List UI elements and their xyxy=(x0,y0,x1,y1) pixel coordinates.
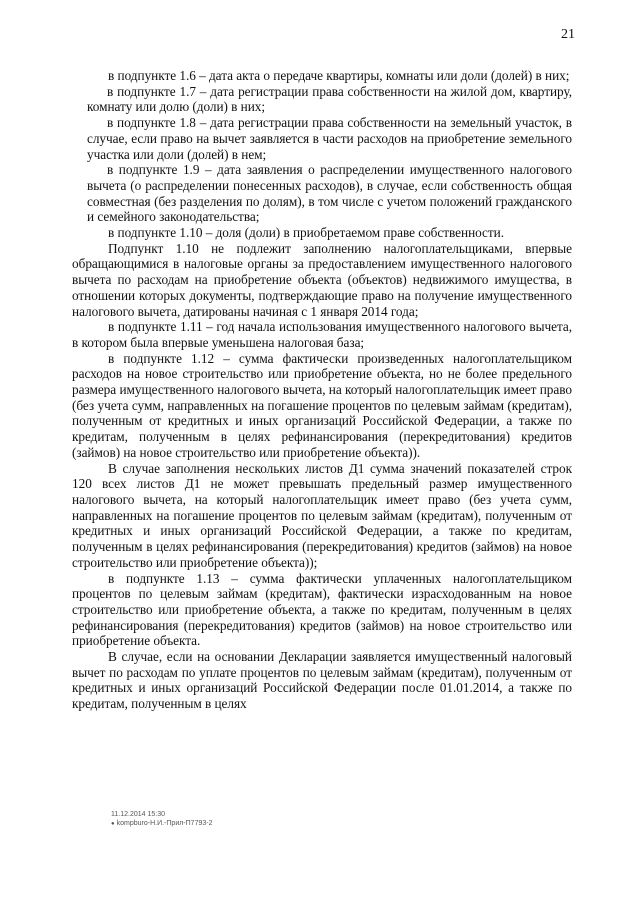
paragraph-subpoint-1-13: в подпункте 1.13 – сумма фактически уплаченных налогоплательщиком процентов по целевым займам (кредитам), фактически израсходованным на новое строительство или приобретение объекта, а также по кредитам, полученным в целях рефинансирования (перекредитования) кредитов (займов) на новое строительство или приобретение объекта. xyxy=(72,570,572,649)
paragraph-subpoint-1-12: в подпункте 1.12 – сумма фактически произведенных налогоплательщиком расходов на новое строительство или приобретение объекта, но не более предельного размера имущественного налогового вычета, на который налогоплательщик имеет право (без учета сумм, направленных на погашение процентов по целевым займам (кредитам), полученным от кредитных и иных организаций Российской Федерации, а также по кредитам, полученным в целях рефинансирования (перекредитования) кредитов (займов) на новое строительство или приобретение объекта)). xyxy=(72,350,572,460)
paragraph-subpoint-1-7: в подпункте 1.7 – дата регистрации права собственности на жилой дом, квартиру, комнату или долю (доли) в них; xyxy=(87,83,572,115)
document-body xyxy=(72,68,572,712)
footer-file-line xyxy=(111,819,212,829)
page-number: 21 xyxy=(561,27,575,42)
paragraph-subpoint-1-10: в подпункте 1.10 – доля (доли) в приобретаемом праве собственности. xyxy=(108,225,505,241)
paragraph-multiple-sheets-note: В случае заполнения нескольких листов Д1 сумма значений показателей строк 120 всех листов Д1 не может превышать предельный размер имущественного налогового вычета, на который налогоплательщик имеет право (без учета сумм, направленных на погашение процентов по целевым займам (кредитам), полученным от кредитных и иных организаций Российской Федерации, а также по кредитам, полученным в целях рефинансирования (перекредитования) кредитов (займов) на новое строительство или приобретение объекта)); xyxy=(72,460,572,570)
footer-file: kompburo-Н.И.-Прил-П7793-2 xyxy=(116,820,213,827)
print-footer xyxy=(111,810,212,829)
paragraph-subpoint-1-10-note: Подпункт 1.10 не подлежит заполнению налогоплательщиками, впервые обращающимися в налоговые органы за предоставлением имущественного налогового вычета по расходам на приобретение объекта (объектов) недвижимого имущества, в отношении которых документы, подтверждающие право на получение имущественного налогового вычета, датированы начиная с 1 января 2014 года; xyxy=(72,240,572,319)
paragraph-subpoint-1-9: в подпункте 1.9 – дата заявления о распределении имущественного налогового вычета (о распределении понесенных расходов), в случае, если собственность общая совместная (без разделения по долям), в том числе с учетом положений гражданского и семейного законодательства; xyxy=(87,162,572,225)
footer-timestamp: 11.12.2014 15:30 xyxy=(111,811,165,818)
paragraph-declaration-interest-note: В случае, если на основании Декларации заявляется имущественный налоговый вычет по расходам по уплате процентов по целевым займам (кредитам), полученным от кредитных и иных организаций Российской Федерации после 01.01.2014, а также по кредитам, полученным в целях xyxy=(72,649,572,712)
paragraph-subpoint-1-6: в подпункте 1.6 – дата акта о передаче квартиры, комнаты или доли (долей) в них; xyxy=(108,68,570,83)
paragraph-subpoint-1-8: в подпункте 1.8 – дата регистрации права собственности на земельный участок, в случае, если право на вычет заявляется в части расходов на приобретение земельного участка или доли (долей) в нем; xyxy=(87,115,572,162)
paragraph-subpoint-1-11: в подпункте 1.11 – год начала использования имущественного налогового вычета, в котором была впервые уменьшена налоговая база; xyxy=(72,319,572,350)
bullet-icon: ● xyxy=(111,821,115,827)
